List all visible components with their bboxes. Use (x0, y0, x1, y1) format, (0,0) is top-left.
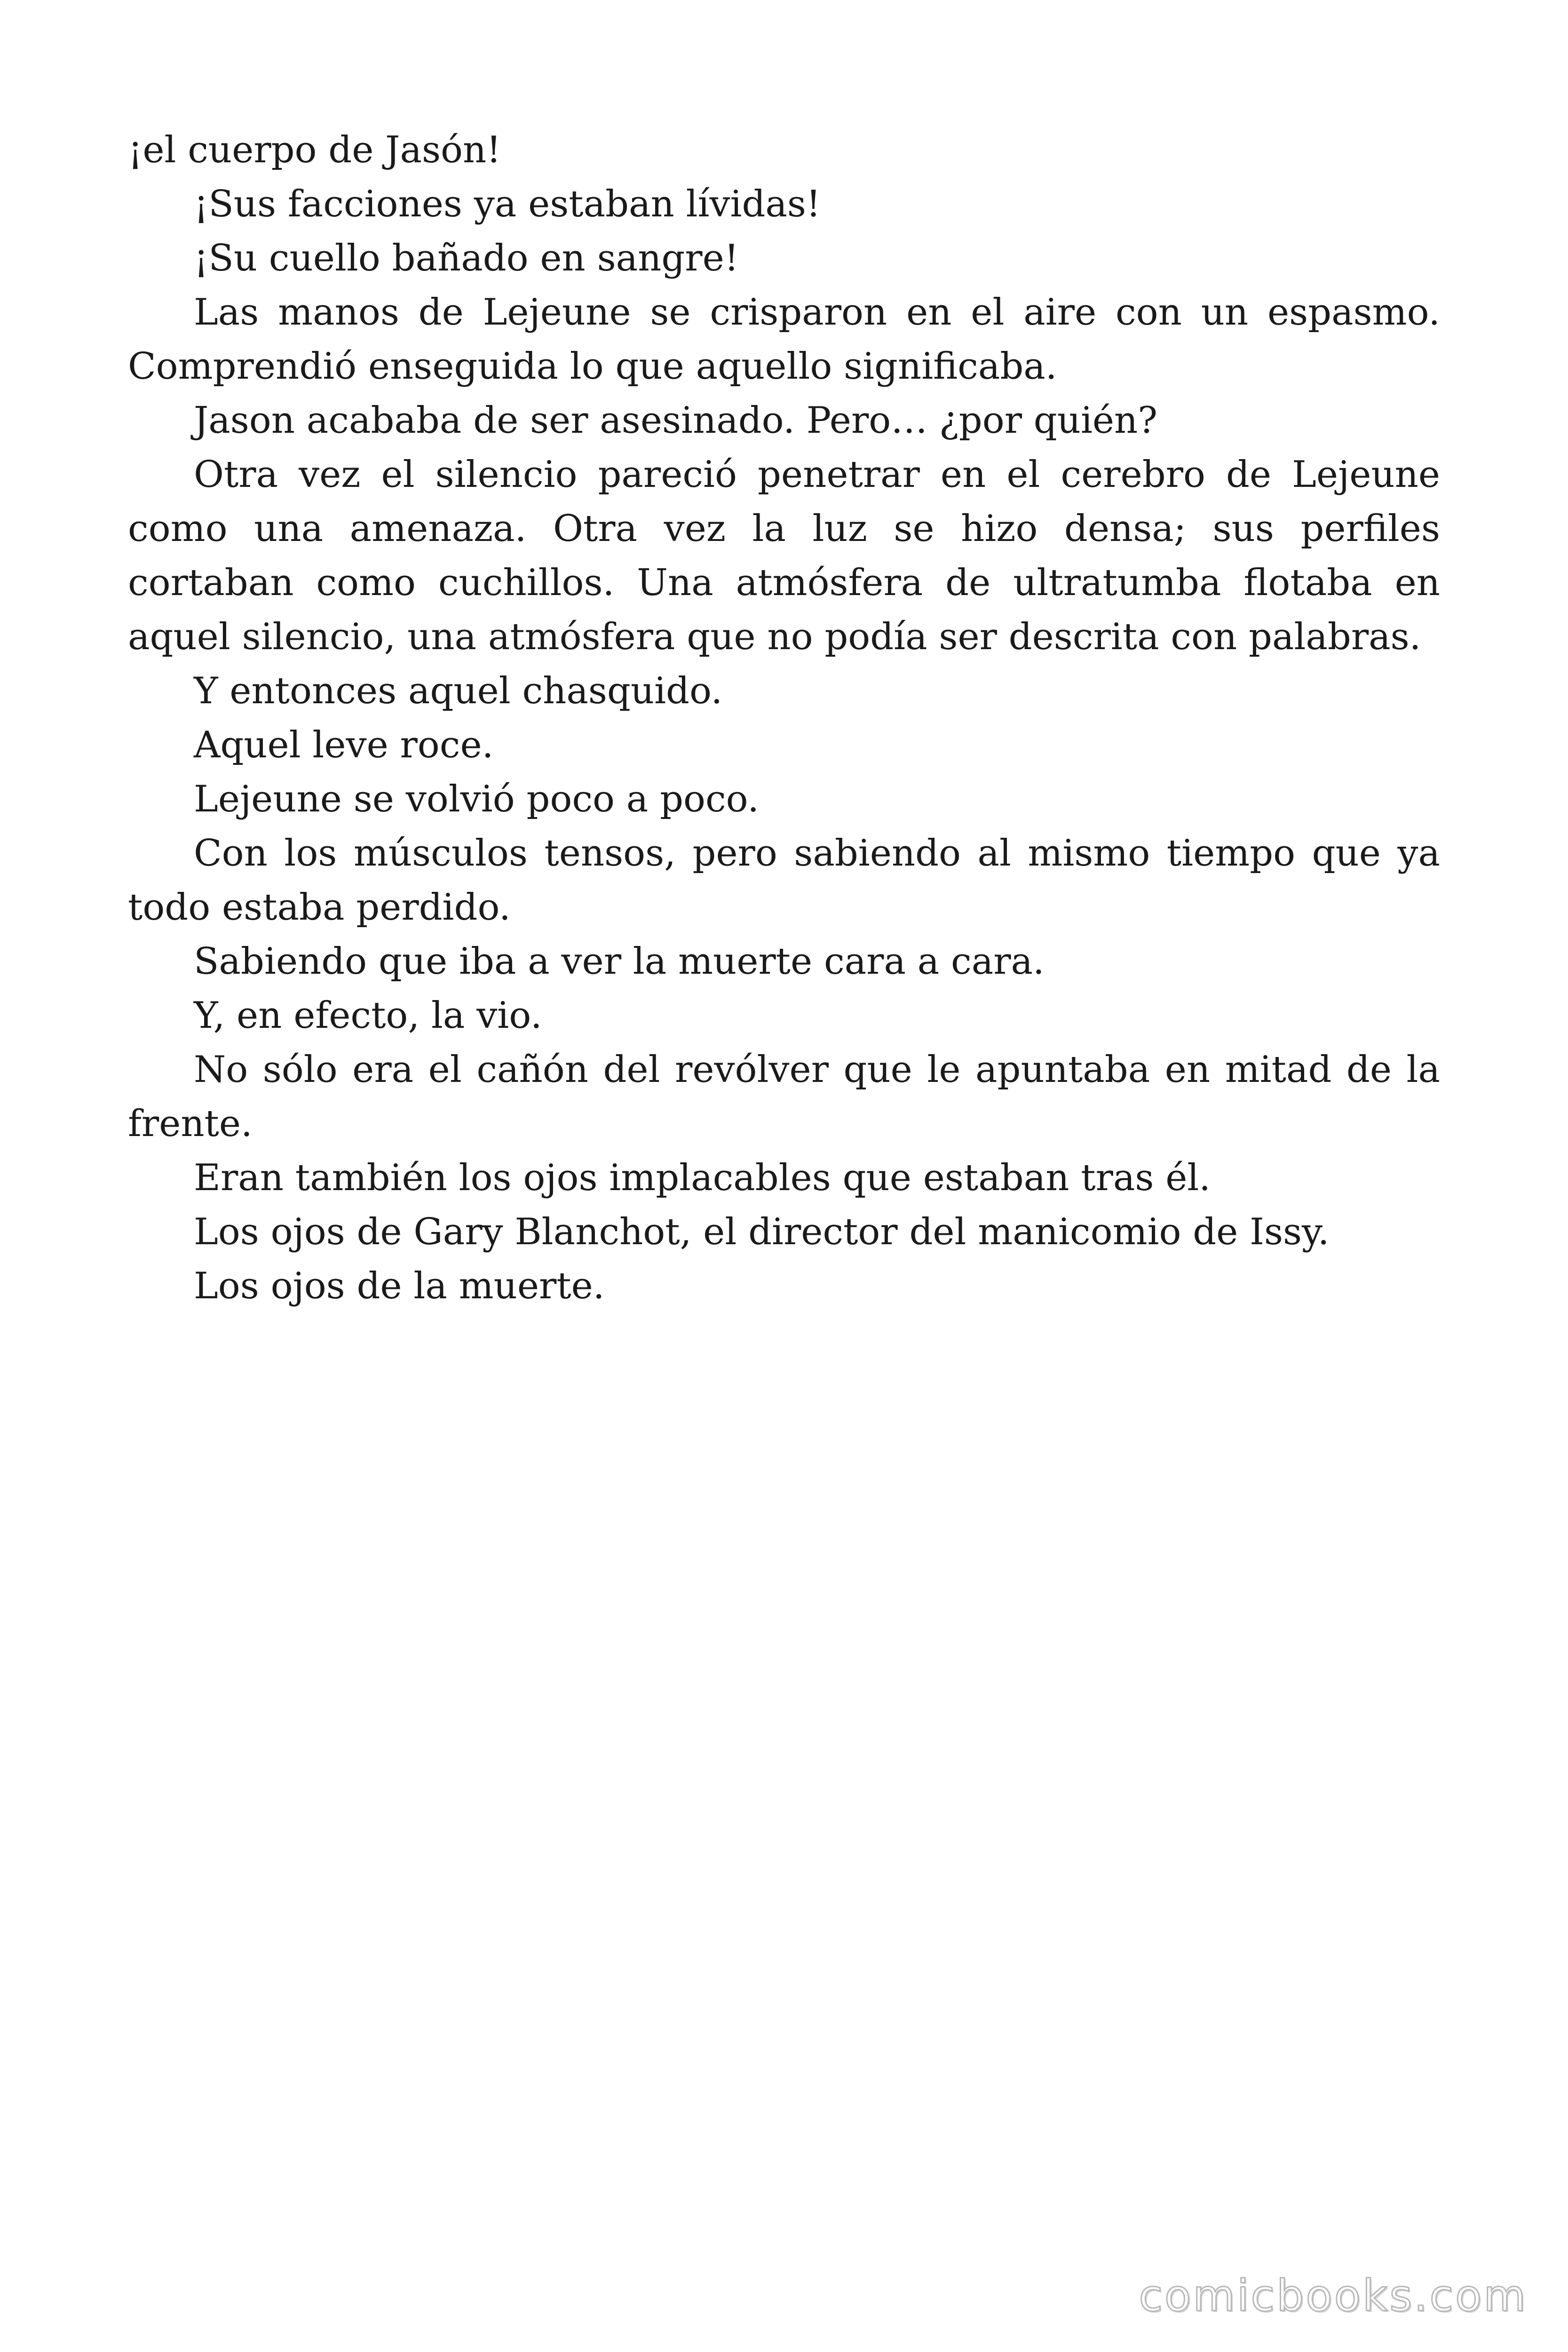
paragraph: Con los músculos tensos, pero sabiendo al mismo tiempo que ya todo estaba perdido. (128, 832, 1440, 929)
body-text (128, 123, 1440, 1313)
paragraph: Jason acababa de ser asesinado. Pero… ¿por quién? (194, 399, 1158, 442)
paragraph: Aquel leve roce. (194, 724, 494, 766)
paragraph: Las manos de Lejeune se crisparon en el aire con un espasmo. Comprendió enseguida lo que aquello significaba. (128, 291, 1440, 388)
paragraph: Los ojos de Gary Blanchot, el director del manicomio de Issy. (194, 1211, 1330, 1253)
paragraph: ¡el cuerpo de Jasón! (128, 129, 501, 171)
paragraph: Eran también los ojos implacables que estaban tras él. (194, 1157, 1211, 1199)
paragraph: Lejeune se volvió poco a poco. (194, 778, 760, 820)
paragraph: Y, en efecto, la vio. (194, 994, 542, 1037)
paragraph: Otra vez el silencio pareció penetrar en el cerebro de Lejeune como una amenaza. Otra vez la luz se hizo densa; sus perfiles cortaban como cuchillos. Una atmósfera de ultratumba flotaba en aquel silencio, una atmósfera que no podía ser descrita con palabras. (128, 453, 1440, 658)
paragraph: ¡Sus facciones ya estaban lívidas! (194, 183, 821, 225)
paragraph: ¡Su cuello bañado en sangre! (194, 237, 739, 279)
watermark: comicbooks.com (1139, 2271, 1528, 2321)
paragraph: No sólo era el cañón del revólver que le apuntaba en mitad de la frente. (128, 1049, 1440, 1145)
paragraph: Sabiendo que iba a ver la muerte cara a cara. (194, 940, 1045, 983)
paragraph: Los ojos de la muerte. (194, 1265, 605, 1307)
paragraph: Y entonces aquel chasquido. (194, 670, 723, 712)
